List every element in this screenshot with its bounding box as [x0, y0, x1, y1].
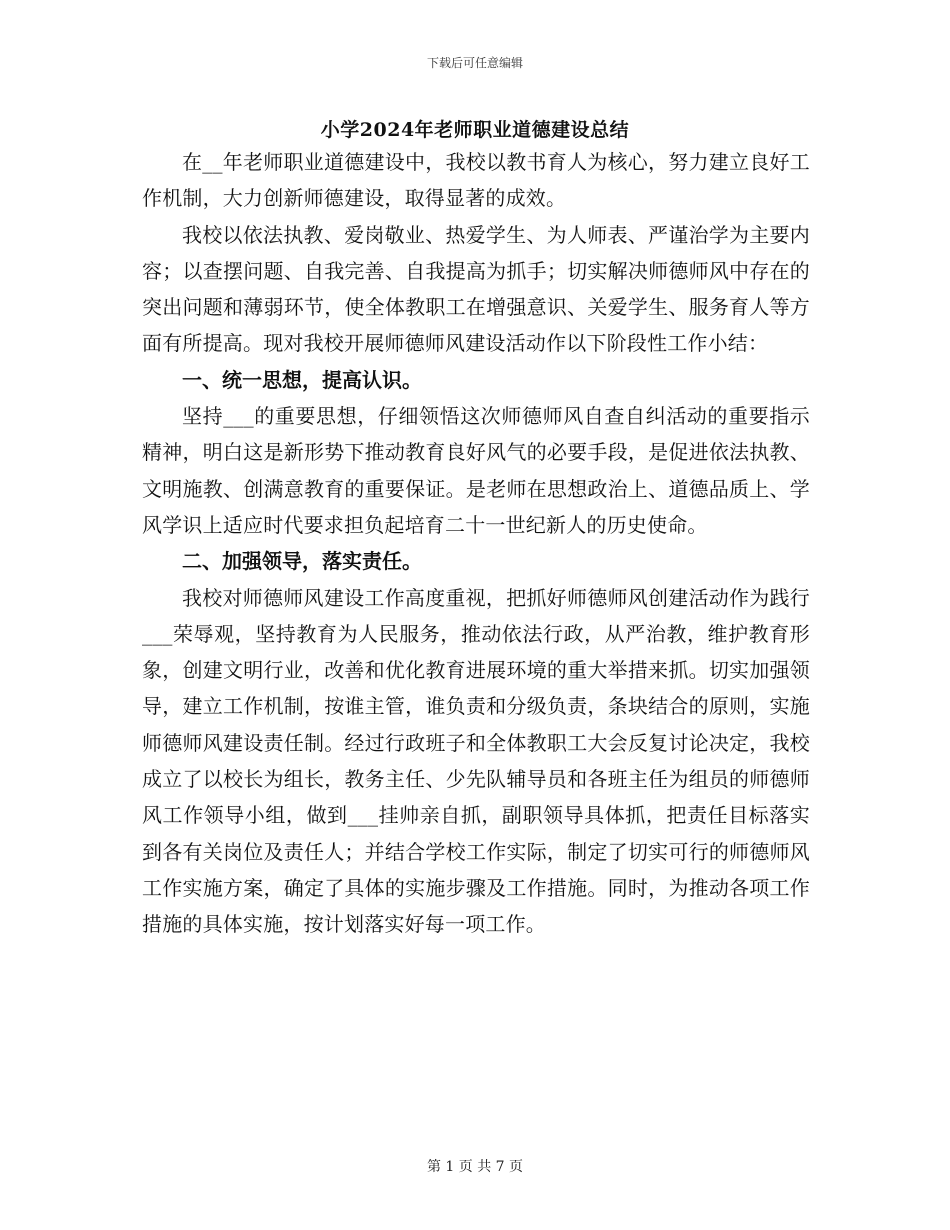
paragraph-overview: 我校以依法执教、爱岗敬业、热爱学生、为人师表、严谨治学为主要内容；以查摆问题、自我完善、自我提高为抓手；切实解决师德师风中存在的突出问题和薄弱环节，使全体教职工在增强意识、关爱学生、服务育人等方面有所提高。现对我校开展师德师风建设活动作以下阶段性工作小结：	[142, 222, 810, 356]
document-body	[142, 144, 810, 943]
header-note: 下载后可任意编辑	[426, 56, 523, 70]
paragraph-intro: 在__年老师职业道德建设中，我校以教书育人为核心，努力建立良好工作机制，大力创新师德建设，取得显著的成效。	[142, 150, 810, 211]
section-heading-1: 一、统一思想，提高认识。	[182, 367, 422, 392]
paragraph-section-2: 我校对师德师风建设工作高度重视，把抓好师德师风创建活动作为践行___荣辱观，坚持教育为人民服务，推动依法行政，从严治教，维护教育形象，创建文明行业，改善和优化教育进展环境的重大举措来抓。切实加强领导，建立工作机制，按谁主管，谁负责和分级负责，条块结合的原则，实施师德师风建设责任制。经过行政班子和全体教职工大会反复讨论决定，我校成立了以校长为组长，教务主任、少先队辅导员和各班主任为组员的师德师风工作领导小组，做到___挂帅亲自抓，副职领导具体抓，把责任目标落实到各有关岗位及责任人；并结合学校工作实际，制定了切实可行的师德师风工作实施方案，确定了具体的实施步骤及工作措施。同时，为推动各项工作措施的具体实施，按计划落实好每一项工作。	[142, 585, 810, 937]
document-title: 小学2024年老师职业道德建设总结	[320, 119, 630, 141]
paragraph-section-1: 坚持___的重要思想，仔细领悟这次师德师风自查自纠活动的重要指示精神，明白这是新形势下推动教育良好风气的必要手段，是促进依法执教、文明施教、创满意教育的重要保证。是老师在思想政治上、道德品质上、学风学识上适应时代要求担负起培育二十一世纪新人的历史使命。	[142, 404, 810, 537]
page-footer: 第 1 页 共 7 页	[426, 1159, 524, 1175]
section-heading-2: 二、加强领导，落实责任。	[182, 549, 422, 574]
